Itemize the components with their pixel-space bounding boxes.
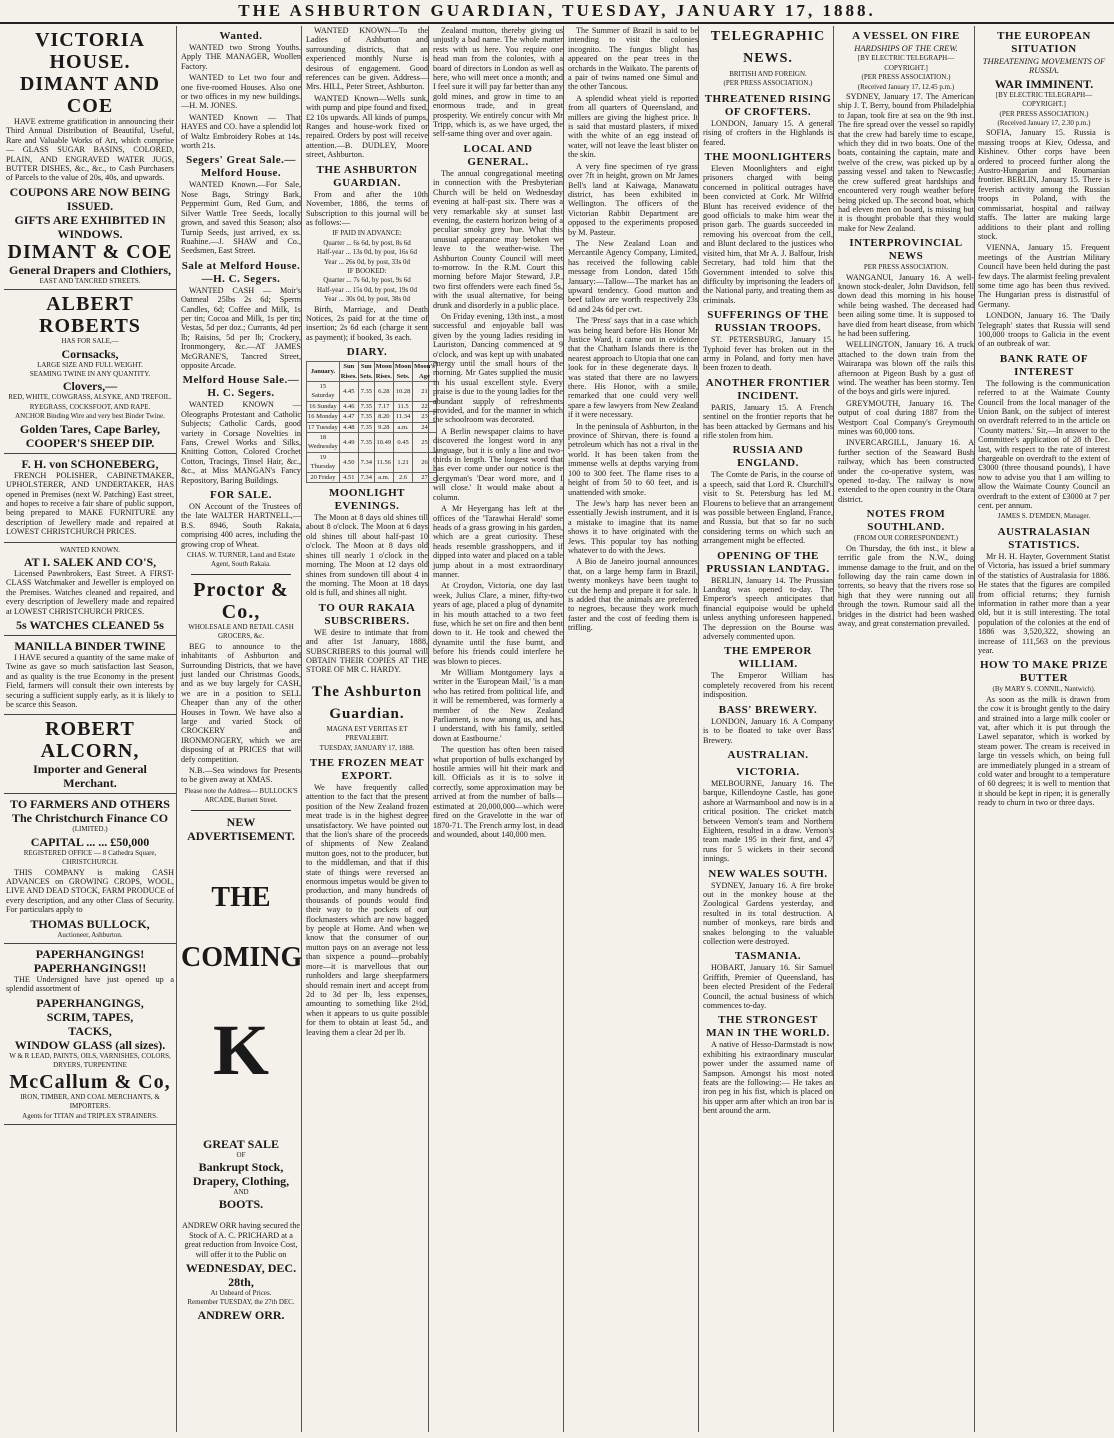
the-heading: THE xyxy=(211,881,271,913)
strongest-heading: THE STRONGEST MAN IN THE WORLD. xyxy=(706,1014,830,1040)
schoneberg-text: FRENCH POLISHER, CABINETMAKER, UPHOLSTERER, AND UNDERTAKER, HAS opened in Premises (next W. Patching) East street, and hopes to receive a fair share of public support, being prepared to MAKE FURNITURE any description of Jewellery made and repaired at LOWEST CHRISTCHURCH PRICES. xyxy=(6,470,174,537)
clovers-list: RED, WHITE, COWGRASS, ALSYKE, AND TREFOIL. RYEGRASS, COCKSFOOT, AND RAPE. xyxy=(8,393,172,411)
roberts-for-sale: HAS FOR SALE,— xyxy=(61,337,119,346)
diary-cell: 25 xyxy=(413,433,437,453)
diary-cell: 4.49 xyxy=(339,433,358,453)
orr-text: ANDREW ORR having secured the Stock of A. C. PRICHARD at a great reduction from Invoice Cost, will offer it to the Public on xyxy=(181,1221,301,1259)
segers-heading: Segers' Great Sale.—Melford House. xyxy=(186,154,296,180)
received-line: (Received January 17, 12.45 p.m.) xyxy=(857,82,955,91)
coming-heading: COMING xyxy=(181,941,303,973)
diary-header-row xyxy=(307,362,437,382)
dimant-ad xyxy=(4,26,176,290)
salek-heading: AT I. SALEK AND CO'S, xyxy=(23,554,157,569)
wanted-7: WANTED KNOWN—To the Ladies of Ashburton and surrounding districts, that an experienced monthly Nurse is desirous of engagement. Good references can be given. Address—Mrs. HILL, Peter Street, Ashburton. xyxy=(306,26,428,92)
wanted-5: WANTED CASH — Moir's Oatmeal 25lbs 2s 6d; Sperm Candles, 6d; Coffee and Milk, 1s per tin; Cocoa and Milk, 1s per tin; Vestas, 5d per doz.; Currants, 4d per lb; Raisins, 5d per lb; Crockery, Ironmongery, &c.—AT JAMES McGRANE'S, Tancred Street, opposite Arcade. xyxy=(181,285,301,370)
diary-cell: 26 xyxy=(413,452,437,472)
diary-cell: 7.35 xyxy=(358,422,374,432)
diary-cell: 7.35 xyxy=(358,433,374,453)
agents-line: Agents for TITAN and TRIPLEX STRAINERS. xyxy=(22,1111,158,1120)
interprovincial-heading: INTERPROVINCIAL NEWS xyxy=(849,237,963,263)
diary-cell: 7.17 xyxy=(374,401,393,411)
alcorn-ad xyxy=(4,715,176,794)
wanted-8: WANTED Known—Wells sunk, with pump and pipe found and fixed, £2 10s upwards. All kinds of pumps, Ranges and house-work fixed or repaired. Orders by post will receive attention.—B. DUDLEY, Moore street, Ashburton. xyxy=(306,93,428,160)
diary-cell: a.m. xyxy=(374,472,393,482)
col5-text-7: The Jew's harp has never been an essentially Jewish instrument, and it is a mistake to imagine that its name shows it to have originated with the Jews. This popular toy has nothing whatever to do with the Jews. xyxy=(568,498,698,555)
bass-heading: BASS' BREWERY. xyxy=(718,703,818,716)
k-heading: K xyxy=(212,1009,269,1090)
diary-cell: 11.56 xyxy=(374,452,393,472)
window-glass-line: WINDOW GLASS (all sizes). xyxy=(14,1037,166,1052)
cornsacks-heading: Cornsacks, xyxy=(61,346,119,361)
press-association: (PER PRESS ASSOCIATION.) xyxy=(999,109,1089,118)
cornsacks-sub: LARGE SIZE AND FULL WEIGHT. xyxy=(37,360,143,369)
manilla-heading: MANILLA BINDER TWINE xyxy=(14,638,166,653)
col4-text-2: The annual congregational meeting in connection with the Presbyterian Church will be held on Wednesday evening at half-past six. There was a very remarkable sky at sunset last evening, the eastern horizon being of a peculiar smoky grey hue. What this unusual appearance may betoken we leave to the weather-wise. The Ashburton County Council will meet to-morrow. In the R.M. Court this morning before Major Steward, J.P., two first offenders were each fined 5s, with the usual alternative, for being drunk and disorderly in a public place. xyxy=(433,168,563,310)
column-5 xyxy=(568,26,699,1432)
diary-col: Moon's Age xyxy=(414,363,435,380)
col4-text-5: A Mr Heyergang has left at the offices of the 'Tarawhai Herald' some heads of a grass growing in his garden, which are a great curiosity. These heads resemble grasshoppers, and if dipped into water and placed on a table jump about in a most extraordinary manner. xyxy=(433,504,563,579)
vienna-text: VIENNA, January 15. Frequent meetings of the Austrian Military Council have been held during the past few days. The alarmist feeling prevalent some time ago has been thus revived. The Hungarian press is distrustful of Germany. xyxy=(978,243,1110,309)
vessel-source: [BY ELECTRIC TELEGRAPH—COPYRIGHT.] xyxy=(857,54,955,72)
gifts-line: GIFTS ARE EXHIBITED IN WINDOWS. xyxy=(14,212,166,241)
frontier-text: PARIS, January 15. A French sentinel on the frontier reports that he has been attacked by Germans and his rifle stolen from him. xyxy=(703,402,833,440)
diary-cell: 10.49 xyxy=(374,433,393,453)
col4-text-1: Zealand mutton, thereby giving us unjustly a bad name. The whole matter rests with us here. You require one head man from the colonies, with a board of directors in London as well as here, who will meet once a month; and I feel sure it will pay far better than any gold mines, and grow in time to an enormous trade, and in great prosperity. We entirely concur with Mr Tripp, which is, as we have urged, the self-same thing over and over again. xyxy=(433,26,563,139)
european-text: SOFIA, January 15. Russia is massing troops at Kiev, Odessa, and Kishinev. Other corps have been ordered to proceed further along the Austro-Hungarian and Roumanian frontier. BERLIN, January 15. There is feverish activity among the Russian troops in Poland, with the commissariat, hospital and railway staffs. The latter are making large additions to their plant and rolling stock. xyxy=(978,128,1110,241)
diary-col: January. xyxy=(307,362,340,382)
diary-cell: 22 xyxy=(413,401,437,411)
wanted-4: WANTED Known.—For Sale, Nose Bags, Stringy Bark, Peppermint Gum, Red Gum, and Silver Wattle Tree Seeds, locally grown, and saved this Season; also Turnip Seeds, just arrived, ex ss. Ruahine.—J. SHAW and Co., Seedsmen, East Street. xyxy=(181,180,301,256)
diary-cell: 7.35 xyxy=(358,382,374,402)
coopers-dip: COOPER'S SHEEP DIP. xyxy=(25,435,155,450)
moonlighters-text: Eleven Moonlighters and eight prisoners charged with being concerned in political outrages have been convicted at Cork. Mr Wilfrid Blunt has received evidence of the good officials to make him wear the prison garb. The guards succeeded in removing his overcoat from the cell, and Blunt declared to the justices who visited him, that Mr A. J. Balfour, Irish Secretary, had told him that the Government intended to solve this difficulty by imprisoning the leaders of the National party, and treating them as criminals. xyxy=(703,164,833,305)
moonlighters-heading: THE MOONLIGHTERS xyxy=(704,151,832,164)
emperor-text: The Emperor William has completely recovered from his recent indisposition. xyxy=(703,671,833,700)
of-line: OF xyxy=(236,1150,246,1159)
diary-cell: 18 Wednesday xyxy=(308,434,338,451)
crofters-text: LONDON, January 15. A general rising of crofters in the Highlands is feared. xyxy=(703,118,833,147)
golden-tares: Golden Tares, Cape Barley, xyxy=(19,421,161,436)
wanted-3: WANTED Known — That HAYES and CO. have a splendid lot of Waltz Embroidery Robes at 14s. worth 21s. xyxy=(181,112,301,151)
vessel-text: SYDNEY, January 17. The American ship J. T. Berry, bound from Philadelphia to Japan, took fire at sea on the 9th inst. The fire spread over the vessel so rapidly that the crew had barely time to escape, which they did in two boats. One of the boats, containing the captain, mate and twelve of the crew, was picked up by a passing vessel and taken to Newcastle; the crew suffered great hardships and encountered very rough weather before being picked up. The second boat, which had eleven men on board, is missing but it is thought probable that they would make for New Zealand. xyxy=(838,92,974,233)
unheard-line: At Unheard of Prices. xyxy=(210,1289,272,1298)
diary-cell: 6.28 xyxy=(374,382,393,402)
lead-line: W & R LEAD, PAINTS, OILS, VARNISHES, COLORS, DRYERS, TURPENTINE xyxy=(9,1051,171,1070)
diary-cell: 17 Tuesday xyxy=(308,423,338,431)
paperhangings-ad xyxy=(4,944,176,1125)
diary-col: Moon Sets. xyxy=(394,363,412,380)
european-sub: THREATENING MOVEMENTS OF RUSSIA. xyxy=(982,56,1106,76)
column-2 xyxy=(181,26,302,1432)
boots-line: BOOTS. xyxy=(218,1197,264,1212)
butter-text: As soon as the milk is drawn from the cow it is brought gently to the dairy and strained into a large milk cooler or vat, after which it is put through the Lawel separator, which is worked by steam power. The cream is received in large tin vessels which, on being full are immediately plunged in a stream of cold water and brought to a temperature of 60 degrees; it is well to mention that it should be kept in ripen; it is generally ready to churn in two or three days. xyxy=(978,694,1110,808)
diary-cell: 16 Sunday xyxy=(307,401,340,411)
london-text: LONDON, January 16. The 'Daily Telegraph' states that Russia will send 100,000 troops to Galicia in the event of an outbreak of war. xyxy=(978,311,1110,349)
wanted-known: WANTED KNOWN. xyxy=(60,545,120,554)
advance-heading: IF PAID IN ADVANCE: xyxy=(332,229,402,238)
telegraphic-heading: TELEGRAPHIC NEWS. xyxy=(710,29,826,66)
diary-col: Moon Rises. xyxy=(375,363,392,380)
watches-line: 5s WATCHES CLEANED 5s xyxy=(16,617,164,632)
victoria-house-heading: VICTORIA HOUSE. xyxy=(35,29,145,73)
proctor-sub: WHOLESALE AND RETAIL CASH GROCERS, &c. xyxy=(188,622,294,641)
finance-heading: The Christchurch Finance CO xyxy=(11,811,169,826)
dimant-text: HAVE extreme gratification in announcing their Third Annual Distribution of Beautiful, Useful, Rare and Valuable Works of Art, which comprise — GLASS SUGAR BASINS, COLORED, PLAIN, AND ENGRAVED WATER JUGS, BUTTER DISHES, &c., &c., to Cash Purchasers of Parcels to the value of 20s, 40s, and upwards. xyxy=(6,117,174,183)
tasmania-text: HOBART, January 16. Sir Samuel Griffith, Premier of Queensland, has been elected President of the Federal Council, the actual business of which commences to-day. xyxy=(703,963,833,1011)
bank-rate-heading: BANK RATE OF INTEREST xyxy=(999,352,1089,378)
rakaia-heading: TO OUR RAKAIA SUBSCRIBERS. xyxy=(318,601,416,627)
new-advertisement: NEW ADVERTISEMENT. xyxy=(187,814,295,843)
births-text: Birth, Marriage, and Death Notices, 2s paid for at the time of insertion; 2s 6d each (charge it sent as payment); if booked, 3s each. xyxy=(306,304,428,342)
bullock-heading: THOMAS BULLOCK, xyxy=(30,916,150,931)
clovers-heading: Clovers,— xyxy=(62,379,118,394)
roberts-heading: ALBERT ROBERTS xyxy=(39,293,141,338)
diary-cell: 24 xyxy=(413,422,437,432)
diary-cell: 21 xyxy=(413,382,437,402)
roberts-ad xyxy=(4,290,176,453)
paper-heading-2: PAPERHANGINGS!! xyxy=(33,961,147,976)
col4-text-6: At Croydon, Victoria, one day last week, Julius Clare, a miner, fifty-two years of age, placed a plug of dynamite in his mouth attached to a two feet fuse, which he set on fire and then bent down to it. He took and chewed the dynamite until the fuse burnt, and before his friends could interfere he was blown to pieces. xyxy=(433,581,563,666)
col5-text-1: The Summer of Brazil is said to be intending to visit the colonies incognito. The fungus blight has appeared on the pear trees in the orchards in the Waikato. The parents of a pair of twins named one Simul and the other Tancous. xyxy=(568,26,698,92)
butter-source: (By MARY S. CONNIL, Nantwich). xyxy=(992,685,1096,694)
diary-cell: 4.46 xyxy=(339,401,358,411)
col4-text-8: The question has often been raised what proportion of bulls exchanged by hostile armies will hit their mark and kill. Officials as it is to solve it correctly, some approximation may be arrived at from the number of balls—estimated at 20,000,000—which were fired on the Gravelotte in the war of 1870-71. The French army lost, in dead and wounded, about 140,000 men. xyxy=(433,745,563,839)
diary-cell: 1.21 xyxy=(393,452,412,472)
col4-text-4: A Berlin newspaper claims to have discovered the longest word in any language, but it is only a line and two-thirds in length. The longest word that has ever come under our notice is the clergyman's 'Dear word more, and I will close.' It would make about a column. xyxy=(433,426,563,502)
schoneberg-heading: F. H. von SCHONEBERG, xyxy=(21,456,159,471)
rate-1: Quarter ... 6s 6d, by post, 8s 6d xyxy=(323,238,411,247)
melford-sale-2: Melford House Sale.—H. C. Segers. xyxy=(182,374,300,400)
separator xyxy=(191,574,291,575)
alcorn-heading: ROBERT ALCORN, xyxy=(40,718,140,763)
manager-signature: JAMES S. D'EMDEN, Manager. xyxy=(997,512,1091,521)
diary-heading: DIARY. xyxy=(346,346,388,359)
strongest-text: A native of Hesso-Darmstadt is now exhibiting his extraordinary muscular power under the assumed name of Sampson. Amongst his most noted feats are the following:— He takes an iron peg in his fist, which is placed on his upper arm after which an iron bar is bent around the arm. xyxy=(703,1040,833,1116)
diary-cell: 27 xyxy=(413,472,437,482)
col5-text-2: A splendid wheat yield is reported from all quarters of Queensland, and millers are giving the highest price. It is said that mustard plasters, if mixed with the white of an egg instead of water, will not leave the least blister on the skin. xyxy=(568,93,698,160)
col5-text-6: In the peninsula of Ashburton, in the province of Shirvan, there is found a petroleum which has not a rival in the world. It has been taken from the immense wells at depths varying from 100 to 300 feet. The flame rises to a height of from 50 to 60 feet, and is unattended with smoke. xyxy=(568,421,698,497)
diary-cell: 19 Thursday xyxy=(307,452,340,472)
wellington-text: WELLINGTON, January 16. A truck attached to the down train from the Wairarapa was blown off the rails this afternoon at Pigeon Bush by a gust of wind. The weather has been stormy. Ten of the boys and girls were injured. xyxy=(838,340,974,397)
wednesday-line: WEDNESDAY, DEC. 28th, xyxy=(185,1261,297,1290)
diary-row xyxy=(307,382,437,402)
crofters-heading: THREATENED RISING OF CROFTERS. xyxy=(704,92,832,118)
motto: MAGNA EST VERITAS ET PREVALEBIT. xyxy=(326,724,408,743)
rakaia-text: WE desire to intimate that from and after 1st January, 1888, SUBSCRIBERS to this journal will OBTAIN THEIR COPIES AT THE STORE OF MR C. HARDY. xyxy=(306,627,428,675)
proctor-text: BEG to announce to the inhabitants of Ashburton and Surrounding Districts, that we have just landed our Christmas Goods, and as we buy largely for CASH, we are in a position to SELL Cheaper than any of the other Houses in Town. We have also a large and varied Stock of CROCKERY and IRONMONGERY, which we are disposing of at PRICES that will defy competition. xyxy=(181,641,301,764)
bass-text: LONDON, January 16. A Company is to be floated to take over Bass' Brewery. xyxy=(703,716,833,745)
australian-heading: AUSTRALIAN. xyxy=(727,748,809,761)
orr-signature: ANDREW ORR. xyxy=(197,1307,285,1322)
diary-cell: 23 xyxy=(413,412,437,422)
terms-text: From and after the 10th November, 1886, the terms of Subscription to this journal will be as follows:— xyxy=(306,189,428,227)
paper-text: THE Undersigned have just opened up a splendid assortment of xyxy=(6,975,174,994)
issue-date: TUESDAY, JANUARY 17, 1888. xyxy=(319,743,415,752)
turner-line: CHAS. W. TURNER, Land and Estate Agent, South Rakaia. xyxy=(187,551,295,569)
tacks-line: TACKS, xyxy=(68,1023,112,1038)
vessel-sub: HARDSHIPS OF THE CREW. xyxy=(854,43,958,53)
bullocks-arcade: Please note the Address— BULLOCK'S ARCADE, Burnett Street. xyxy=(184,786,298,805)
moon-text: The Moon at 8 days old shines till about 8 o'clock. The Moon at 6 days old shines till about half-past 10 o'clock. The Moon at 8 days old shines till nearly 1 o'clock in the morning. The Moon at 12 days old shines from sundown till about 4 in the morning. The Moon at 18 days old is full, and shines all night. xyxy=(306,513,428,598)
proctor-heading: Proctor & Co., xyxy=(193,578,289,623)
column-4 xyxy=(433,26,564,1432)
guardian-terms-heading: THE ASHBURTON GUARDIAN. xyxy=(316,163,418,189)
european-source: [BY ELECTRIC TELEGRAPH—COPYRIGHT.] xyxy=(995,90,1093,109)
diary-cell: 4.51 xyxy=(339,472,358,482)
capital-line: CAPITAL ... ... £50,000 xyxy=(30,834,150,849)
local-general-heading: LOCAL AND GENERAL. xyxy=(463,142,533,168)
column-3 xyxy=(306,26,435,1432)
greymouth-text: GREYMOUTH, January 16. The output of coal during 1887 from the Westport Coal Company's Greymouth mines was 60,000 tons. xyxy=(838,398,974,437)
sale-melford: Sale at Melford House.—H. C. Segers. xyxy=(181,259,301,285)
diary-cell: 11.34 xyxy=(393,412,412,422)
russian-text: ST. PETERSBURG, January 15. Typhoid fever has broken out in the army in Poland, and forty men have been frozen to death. xyxy=(703,335,833,373)
invercargill-text: INVERCARGILL, January 16. A further section of the Seaward Bush railway, which has been constructed under the co-operative system, was opened to-day. The railway is now extended to the open country in the Otara district. xyxy=(838,438,974,504)
frozen-heading: THE FROZEN MEAT EXPORT. xyxy=(309,756,425,782)
col5-text-8: A Bio de Janeiro journal announces that, on a large hemp farm in Brazil, twenty monkeys have been taught to cut the hemp and prepare it for sale. It is added that the animals are preferred to negroes, because they work much faster and the cost of feeding them is trifling. xyxy=(568,557,698,633)
manilla-ad xyxy=(4,636,176,715)
wanted-6: WANTED KNOWN — Oleographs Protestant and Catholic Subjects; Catholic Cards, good variety in Corsage Novelties in Fans, Crewel Works and Silks, Knitting Cotton, Colored Crochet Cotton, Tracings, Tinsel Hair, &c., &c., at Miss MANGAN's Fancy Repository, Baring Buildings. xyxy=(181,400,301,485)
wanted-heading: Wanted. xyxy=(219,30,263,42)
diary-table xyxy=(306,361,437,483)
received-line: (Received January 17, 2.30 p.m.) xyxy=(997,119,1091,128)
press-association: (PER PRESS ASSOCIATION.) xyxy=(723,79,813,88)
moonlight-heading: MOONLIGHT EVENINGS. xyxy=(328,487,405,513)
diary-cell: 7.35 xyxy=(358,412,374,422)
registered-line: REGISTERED OFFICE — 8 Cathedra Square, CHRISTCHURCH. xyxy=(23,848,157,867)
frontier-heading: ANOTHER FRONTIER INCIDENT. xyxy=(705,376,831,402)
bullock-sub: Auctioneer, Ashburton. xyxy=(57,930,123,939)
seaming-line: SEAMING TWINE IN ANY QUANTITY. xyxy=(29,370,151,379)
drapers-line: General Drapers and Clothiers, xyxy=(9,262,171,277)
coupons-line: COUPONS ARE NOW BEING ISSUED. xyxy=(9,184,171,213)
diary-cell: 2.6 xyxy=(393,472,412,482)
for-sale-heading: FOR SALE. xyxy=(210,489,272,502)
war-imminent: WAR IMMINENT. xyxy=(994,76,1094,91)
schoneberg-ad xyxy=(4,454,176,543)
diary-cell: 10.28 xyxy=(393,382,412,402)
wanganui-text: WANGANUI, January 16. A well-known stock-dealer, John Davidson, fell down dead this morning in his house while being washed. The deceased had been ailing some time. It is supposed to have died from heart disease, from which he had been suffering. xyxy=(838,272,974,338)
presents-text: N.B.—Sea windows for Presents to be given away at XMAS. xyxy=(181,765,301,785)
column-8 xyxy=(978,26,1110,1432)
frozen-text: We have frequently called attention to the fact that the present position of the New Zealand frozen meat trade is in the highest degree unsatisfactory. We have pointed out that the lion's share of the proceeds of shipments of New Zealand mutton goes, not to the producer, but to the middleman, and that if this state of things were reversed an enormous impetus would be given to production, and many hundreds of thousands of pounds would find their way to the pockets of our flockmasters which are now bagged by people at Home. And when we know that the consumer of our mutton pays on an average not less than sixpence a pound—probably more—it is marvellous that our runholders and large sheepfarmers should remain inert and accept from 2d to 3d per lb, less expenses, amounting to something like 2½d, when it appears to us quite possible for them to obtain at least 5d., and leaving them a clear 2d per lb. xyxy=(306,782,428,1037)
booked-heading: IF BOOKED: xyxy=(347,266,387,275)
diary-cell: 7.35 xyxy=(358,401,374,411)
diary-cell: 4.50 xyxy=(339,452,358,472)
dimant-heading: DIMANT AND COE xyxy=(19,73,161,117)
dimant-heading-2: DIMANT & COE xyxy=(7,240,173,263)
diary-row xyxy=(307,412,437,422)
rate-2: Half-year ... 13s 0d, by post, 16s 6d xyxy=(317,248,417,257)
russia-england-text: The Comte de Paris, in the course of a speech, said that Lord R. Churchill's visit to St. Petersburg has led M. Flourens to believe that an arrangement was possible between England, France, and Russia, but that so far no such considering terms on which such an arrangement might be effected. xyxy=(703,470,833,546)
separator xyxy=(191,810,291,811)
diary-cell: 0.45 xyxy=(393,433,412,453)
nsw-text: SYDNEY, January 16. A fire broke out in the monkey house at the Zoological Gardens yesterday, and resulted in its total destruction. A number of monkeys, rare birds and snakes belonging to the valuable collection were destroyed. xyxy=(703,880,833,946)
southland-heading: NOTES FROM SOUTHLAND. xyxy=(866,508,946,534)
nsw-heading: NEW WALES SOUTH. xyxy=(708,867,828,880)
paper-heading-3: PAPERHANGINGS, xyxy=(36,995,144,1010)
col5-text-5: The 'Press' says that in a case which was being heard before His Honor Mr Justice Ward, it came out in evidence that the Chatham Islands there is the nearest approach to Utopia that one can look for in these degenerate days. It was stated that there are no lawyers there. His Honor, with a smile, remarked that one could very well spare a few lawyers from New Zealand if it were necessary. xyxy=(568,316,698,420)
prussian-text: BERLIN, January 14. The Prussian Landtag was opened to-day. The Emperor's speech anticipates that financial equipoise would be upheld unless anything unforeseen happened. The depression on the Bourse was adversely commented upon. xyxy=(703,575,833,642)
vessel-heading: A VESSEL ON FIRE xyxy=(852,30,960,42)
diary-row xyxy=(307,422,437,432)
salek-text: Licensed Pawnbrokers, East Street. A FIRST-CLASS Watchmaker and Jeweller is employed on the Premises. Watches cleaned and repaired, and every description of Jewellery made and repaired at LOWEST CHRISTCHURCH PRICES. xyxy=(6,568,174,616)
diary-cell: 15 Saturday xyxy=(307,382,340,402)
diary-cell: 8.20 xyxy=(374,412,393,422)
remember-line: Remember TUESDAY, the 27th DEC. xyxy=(187,1298,295,1307)
col5-text-3: A very fine specimen of rye grass over 7ft in height, grown on Mr James Bell's land at Kaiwaga, Manawatu district, has been exhibited in Wellington. The officers of the Victorian Rabbit Department are opposed to the experiments proposed by M. Pasteur. xyxy=(568,161,698,237)
col4-text-3: On Friday evening, 13th inst., a most successful and enjoyable ball was given by the young ladies residing in Lauriston, Dancing commenced at 9 o'clock, and was kept up with unabated energy until the small hours of the morning. Mr Gates supplied the music in his usual excellent style. Every praise is due to the young ladies for the abundant supply of refreshments provided, and for the manner in which the schoolroom was decorated. xyxy=(433,311,563,425)
limited-line: (LIMITED.) xyxy=(72,825,108,834)
russian-heading: SUFFERINGS OF THE RUSSIAN TROOPS. xyxy=(707,309,829,335)
col5-text-4: The New Zealand Loan and Mercantile Agency Company, Limited, has received the following cable message from London, dated 15th January:—Tallow—The market has an upward tendency. Good mutton and beef tallow are worth respectively 23s 6d and 24s 6d per cwt. xyxy=(568,238,698,314)
hartnell-text: ON Account of the Trustees of the late WALTER HARTNELL,— B.S. 8946, South Rakaia, comprising 400 acres, including the growing crop of Wheat. xyxy=(181,502,301,549)
manilla-text: I HAVE secured a quantity of the same make of Twine as gave so much satisfaction last Season, and as quality is the true Economy in the present Field, farmers will consult their own interests by securing a sufficient supply early, as it is likely to be scarce this Season. xyxy=(6,652,174,709)
guardian-title: The Ashburton Guardian. xyxy=(311,683,423,722)
salek-ad xyxy=(4,543,176,636)
diary-cell: 4.45 xyxy=(339,382,358,402)
rate-4: Quarter ... 7s 6d, by post, 9s 6d xyxy=(323,276,411,285)
diary-cell: 11.5 xyxy=(393,401,412,411)
statistics-text: Mr H. H. Hayter, Government Statist of Victoria, has issued a brief summary of the statistics of Australasia for 1886. He states that the figures are compiled from official returns; they furnish information in rather more than a year old, but it is still interesting. The total population of the colonies at the end of 1886 was 3,520,322, showing an increase of 111,563 on the previous year. xyxy=(978,551,1110,655)
col4-text-7: Mr William Montgomery lays a writer in the 'European Mail,' 'is a man who has retired from political life, and it will be remembered, was formerly a member of the New Zealand Parliament, is now among us, and has, I understand, with his family, settled down at Eastbourne.' xyxy=(433,668,563,743)
bankrupt-stock: Bankrupt Stock, xyxy=(198,1160,284,1174)
diary-col: Sun Rises. xyxy=(340,363,357,380)
diary-cell: 4.48 xyxy=(339,422,358,432)
rate-5: Half-year ... 15s 0d, by post, 19s 0d xyxy=(317,285,417,294)
diary-row xyxy=(307,401,437,411)
mccallum-sub: IRON, TIMBER, AND COAL MERCHANTS, & IMPORTERS. xyxy=(20,1092,160,1111)
diary-row xyxy=(307,472,437,482)
diary-row xyxy=(307,452,437,472)
finance-ad xyxy=(4,794,176,944)
butter-heading: HOW TO MAKE PRIZE BUTTER xyxy=(980,659,1108,685)
column-6 xyxy=(703,26,834,1432)
victoria-heading: VICTORIA. xyxy=(736,765,800,778)
great-sale: GREAT SALE xyxy=(203,1136,279,1151)
southland-source: (FROM OUR CORRESPONDENT.) xyxy=(854,534,958,543)
streets-line: EAST AND TANCRED STREETS. xyxy=(39,276,141,285)
russia-england-heading: RUSSIA AND ENGLAND. xyxy=(732,444,804,470)
scrim-line: SCRIM, TAPES, xyxy=(46,1009,134,1024)
diary-cell: 4.47 xyxy=(339,412,358,422)
mccallum-heading: McCallum & Co, xyxy=(9,1070,171,1093)
anchor-line: ANCHOR Binding Wire and very best Binder Twine. xyxy=(15,412,165,421)
interprovincial-source: PER PRESS ASSOCIATION. xyxy=(863,263,949,272)
diary-cell: 7.34 xyxy=(358,452,374,472)
column-1 xyxy=(4,26,177,1432)
wanted-2: WANTED to Let two four and one five-roomed Houses. Also one or two offices in my new buildings.—H. M. JONES. xyxy=(181,73,301,111)
diary-cell: 20 Friday xyxy=(307,472,340,482)
southland-text: On Thursday, the 6th inst., it blew a terrific gale from the N.W., doing immense damage to the fruit, and on the following day the rain came down in torrents, so heavy that the rivers rose so high that they were running out all through the town. Rumour said all the bridges in the district had been washed away, and great consternation prevailed. xyxy=(838,543,974,628)
drapery-clothing: Drapery, Clothing, xyxy=(192,1174,290,1188)
diary-col: Sun Sets. xyxy=(359,363,373,380)
wanted-1: WANTED two Strong Youths. Apply THE MANAGER, Woollen Factory. xyxy=(181,43,301,71)
alcorn-sub: Importer and General Merchant. xyxy=(33,762,147,791)
emperor-heading: THE EMPEROR WILLIAM. xyxy=(724,645,812,671)
statistics-heading: AUSTRALASIAN STATISTICS. xyxy=(997,525,1091,551)
victoria-text: MELBOURNE, January 16. The barque, Killendoyne Castle, has gone ashore at Warrnambool and now is in a critical position. The cricket match between Vernon's team and Northern Eighteen, resulted in a draw. Vernon's team made 195 in their first, and 47 runs for 5 wickets in their second innings. xyxy=(703,778,833,864)
rate-6: Year ... 30s 0d, by post, 38s 0d xyxy=(323,295,411,304)
and-line: AND xyxy=(233,1188,249,1196)
diary-row xyxy=(307,433,437,453)
press-association: (PER PRESS ASSOCIATION.) xyxy=(861,73,951,82)
diary-cell: a.m. xyxy=(393,422,412,432)
diary-cell: 9.28 xyxy=(374,422,393,432)
european-heading: THE EUROPEAN SITUATION xyxy=(997,30,1091,55)
british-heading: BRITISH AND FOREIGN. xyxy=(729,70,807,78)
prussian-heading: OPENING OF THE PRUSSIAN LANDTAG. xyxy=(706,549,830,575)
tasmania-heading: TASMANIA. xyxy=(734,950,802,963)
masthead xyxy=(0,0,1114,24)
column-7 xyxy=(838,26,975,1432)
farmers-heading: TO FARMERS AND OTHERS xyxy=(10,797,170,812)
diary-cell: 16 Monday xyxy=(308,413,338,421)
company-text: THIS COMPANY is making CASH ADVANCES on GROWING CROPS, WOOL, LIVE AND DEAD STOCK, FARM PRODUCE of every description, and any other Class of Security. For particulars apply to xyxy=(6,867,174,915)
masthead-title: THE ASHBURTON GUARDIAN, TUESDAY, JANUARY 17, 1888. xyxy=(238,1,876,20)
rate-3: Year ... 26s 0d, by post, 33s 0d xyxy=(323,257,411,266)
diary-cell: 7.34 xyxy=(358,472,374,482)
paper-heading-1: PAPERHANGINGS! xyxy=(35,947,145,962)
bank-rate-text: The following is the communication referred to at the Waimate County Council from the local manager of the Union Bank, on the subject of interest on overdraft referred to in the article on 'County matters.' Sir,—In answer to the Committee's application of 28 th Dec. last, with respect to the rate of interest chargeable on overdraft to the extent of £3000 (three thousand pounds), I have now to advise you that I am willing to allow the Waimate County Council an overdraft to the extent of £3000 at 7 per cent. per annum. xyxy=(978,378,1110,511)
